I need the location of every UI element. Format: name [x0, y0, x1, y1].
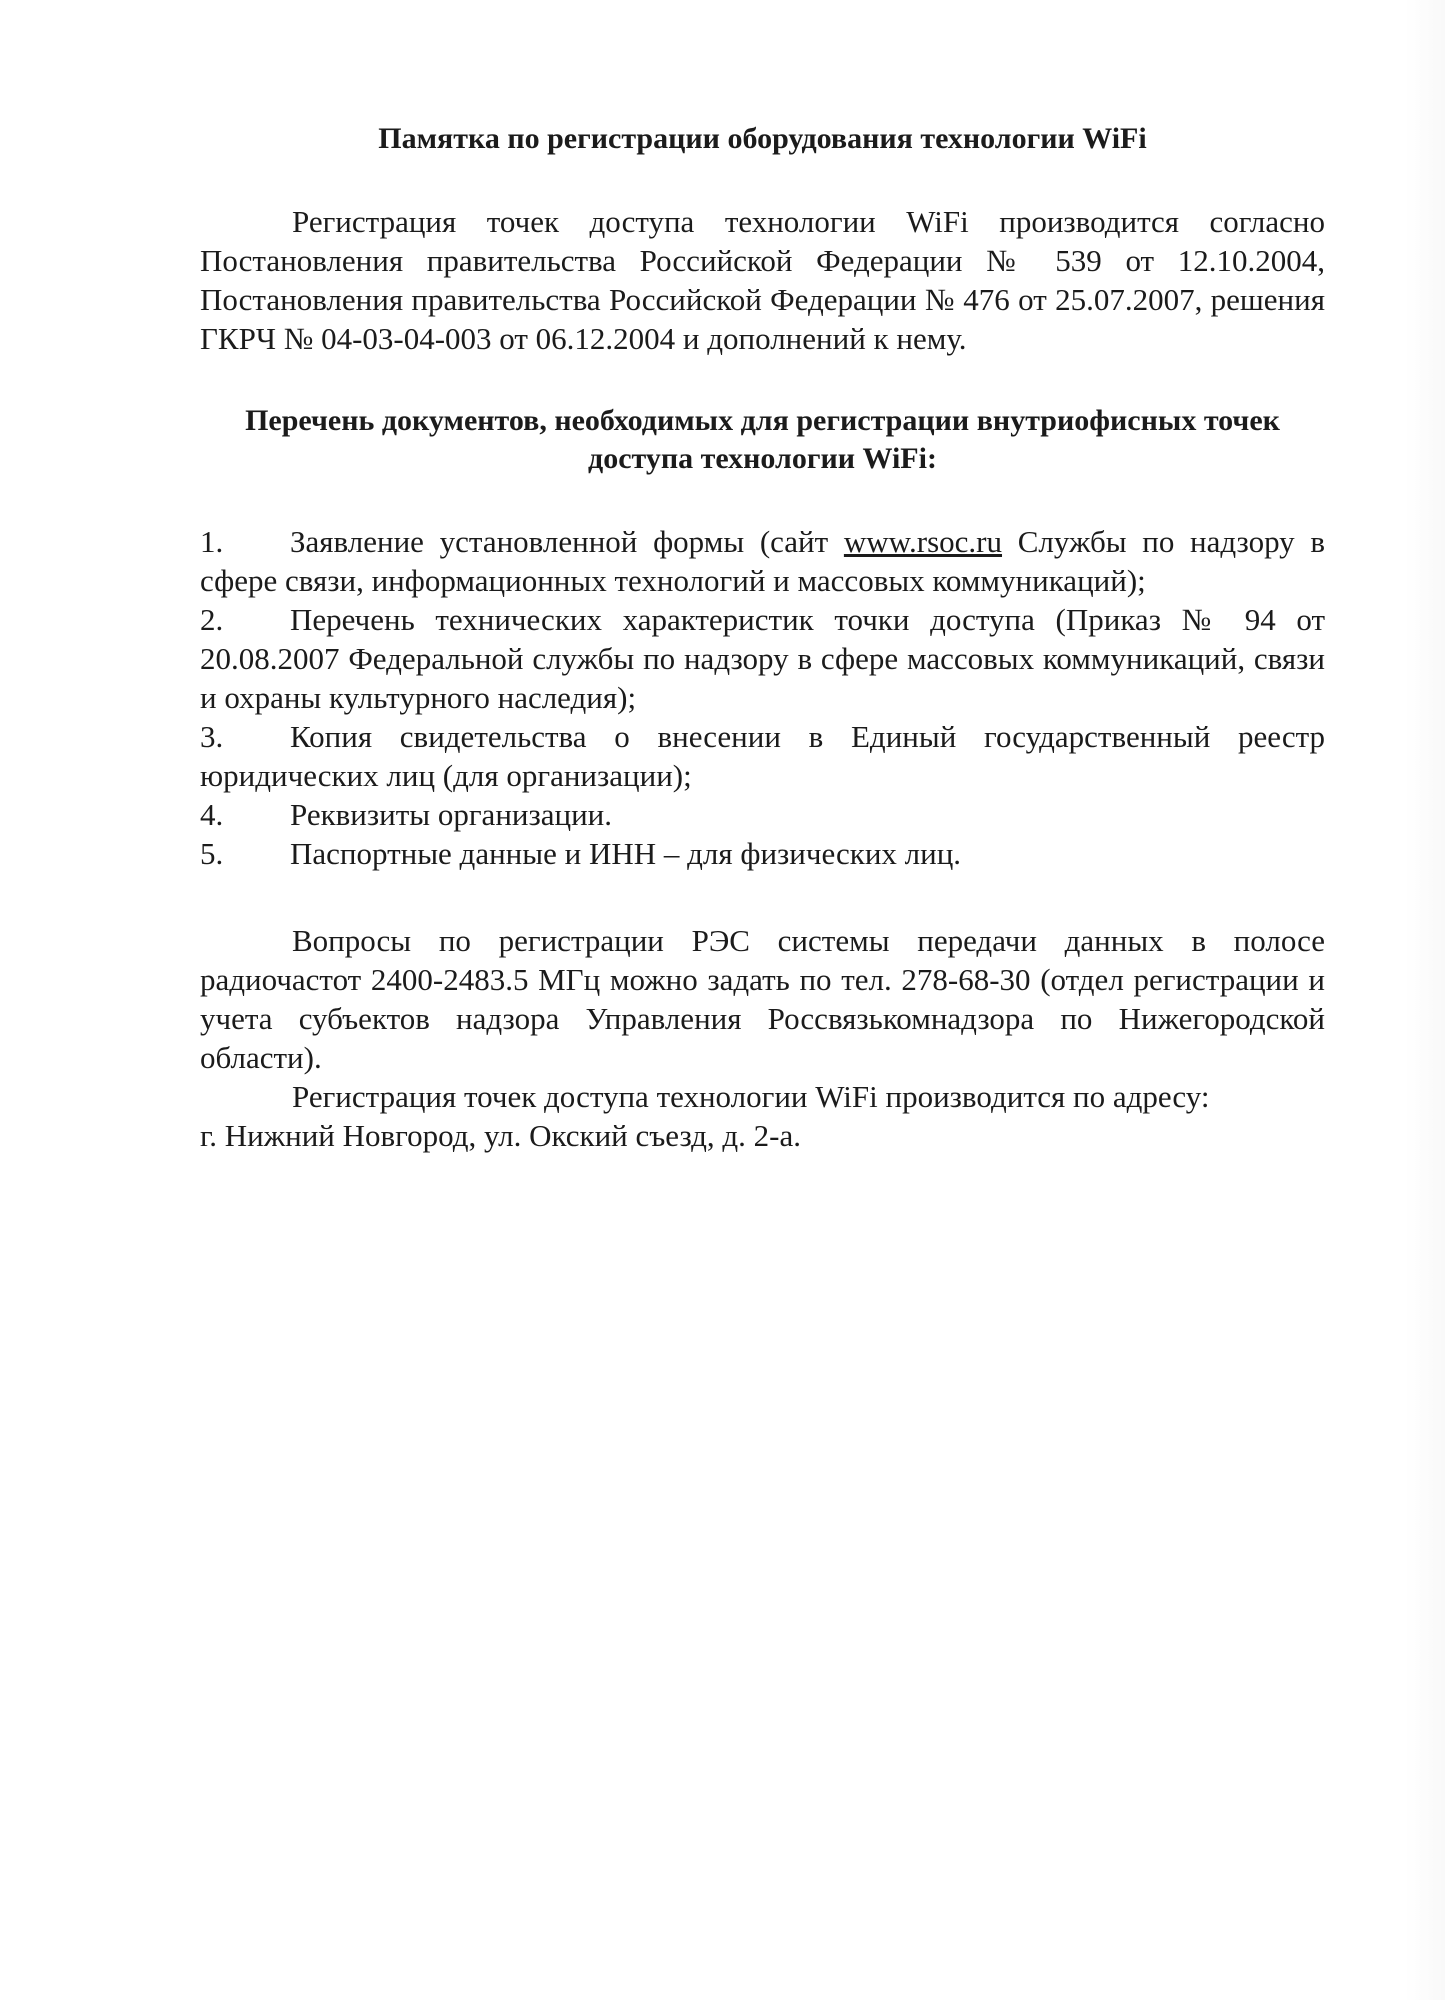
list-item-text: Службы по надзору в сфере связи, информационных технологий и массовых коммуникаций);	[200, 524, 1325, 598]
intro-paragraph: Регистрация точек доступа технологии WiFi производится согласно Постановления правительства Российской Федерации № 539 от 12.10.2004, Постановления правительства Российской Федерации № 476 от 25.07.2007, решения ГКРЧ № 04-03-04-003 от 06.12.2004 и дополнений к нему.	[200, 204, 1325, 356]
list-item-number: 2.	[200, 602, 224, 637]
document-page	[200, 120, 1325, 1155]
questions-paragraph: Вопросы по регистрации РЭС системы передачи данных в полосе радиочастот 2400-2483.5 МГц можно задать по тел. 278-68-30 (отдел регистрации и учета субъектов надзора Управления Россвязькомнадзора по Нижегородской области).	[200, 923, 1325, 1075]
list-item-text: Перечень технических характеристик точки доступа (Приказ № 94 от 20.08.2007 Федеральной службы по надзору в сфере массовых коммуникаций, связи и охраны культурного наследия);	[200, 602, 1325, 715]
list-item-number: 4.	[200, 797, 224, 832]
list-item-text: Копия свидетельства о внесении в Единый государственный реестр юридических лиц (для организации);	[200, 719, 1325, 793]
list-item	[200, 522, 1325, 600]
list-item	[200, 795, 1325, 834]
address-intro-paragraph: Регистрация точек доступа технологии WiFi производится по адресу:	[292, 1079, 1210, 1114]
list-item	[200, 717, 1325, 795]
list-item	[200, 600, 1325, 717]
rsoc-link[interactable]: www.rsoc.ru	[843, 524, 1003, 559]
list-heading: Перечень документов, необходимых для регистрации внутриофисных точек доступа технологии WiFi:	[245, 404, 1280, 475]
section-spacer	[200, 873, 1325, 921]
scan-edge	[1405, 0, 1445, 2000]
list-item	[200, 834, 1325, 873]
documents-list	[200, 522, 1325, 873]
address-line: г. Нижний Новгород, ул. Окский съезд, д. 2-а.	[200, 1118, 802, 1153]
list-item-text: Паспортные данные и ИНН – для физических лиц.	[290, 836, 962, 871]
list-item-text: Заявление установленной формы (сайт	[290, 524, 844, 559]
list-item-number: 5.	[200, 836, 224, 871]
document-title: Памятка по регистрации оборудования технологии WiFi	[378, 122, 1147, 155]
list-item-number: 1.	[200, 524, 224, 559]
list-item-text: Реквизиты организации.	[290, 797, 613, 832]
list-item-number: 3.	[200, 719, 224, 754]
